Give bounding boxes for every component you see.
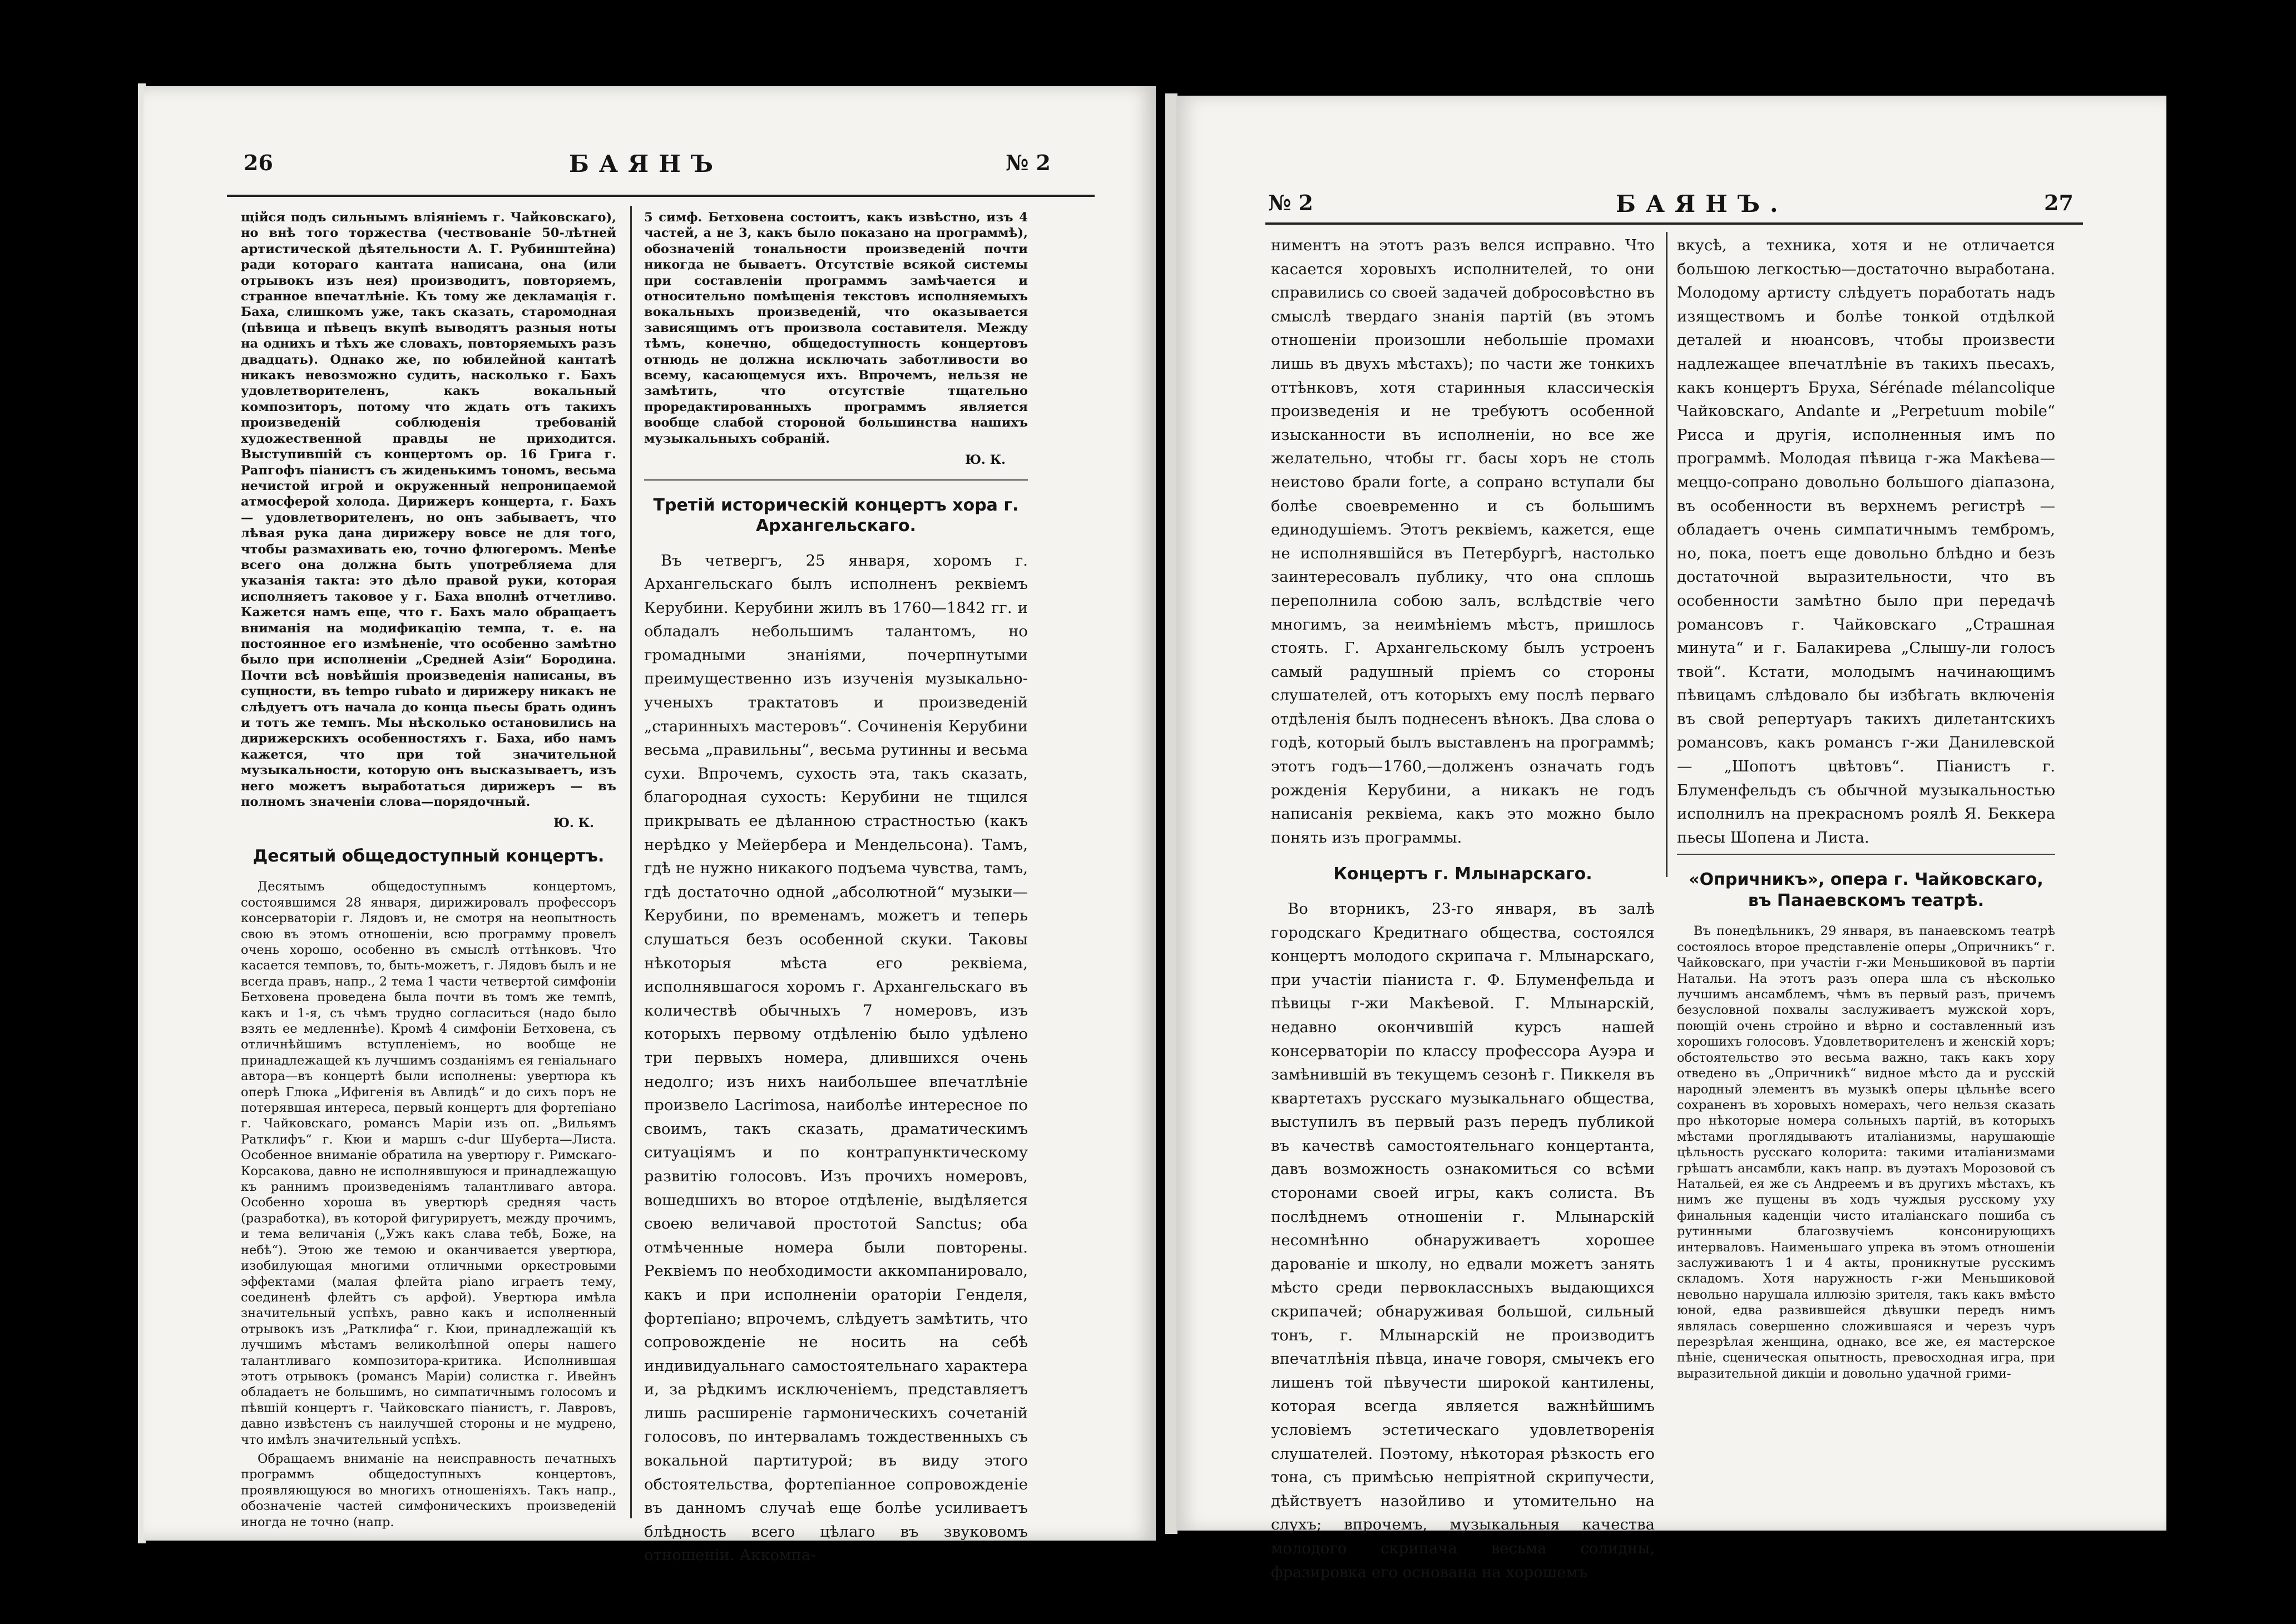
section-rule: [1677, 854, 2055, 855]
article-text: Въ четвергъ, 25 января, хоромъ г. Архангельскаго былъ исполненъ реквіемъ Керубини. Керубини жилъ въ 1760—1842 гг. и обладалъ небольшимъ талантомъ, но громадными знаніями, почерпнутыми преимущественно изъ изученія музыкально-ученыхъ трактатовъ и произведеній „старинныхъ мастеровъ“. Сочиненія Керубини весьма „правильны“, весьма рутинны и весьма сухи. Впрочемъ, сухость эта, такъ сказать, благородная сухость: Керубини не тщился прикрывать ее дѣланною страстностью (какъ нерѣдко у Мейербера и Мендельсона). Тамъ, гдѣ не нужно никакого подъема чувства, тамъ, гдѣ достаточно одной „абсолютной“ музыки—Керубини, по временамъ, можетъ и теперь слушаться безъ особенной скуки. Таковы нѣкоторыя мѣста его реквіема, исполнявшагося хоромъ г. Архангельскаго въ количествѣ обычныхъ 7 номеровъ, изъ которыхъ первому отдѣленію было удѣлено три первыхъ номера, длившихся очень недолго; изъ нихъ наибольшее впечатлѣніе произвело Lacrimosa, наиболѣе интересное по своимъ, такъ сказать, драматическимъ ситуаціямъ и по контрапунктическому развитію голосовъ. Изъ прочихъ номеровъ, вошедшихъ во второе отдѣленіе, выдѣляется своею величавой простотой Sanctus; оба отмѣченные номера были повторены. Реквіемъ по необходимости аккомпанировало, какъ и при исполненіи ораторіи Генделя, фортепіано; впрочемъ, слѣдуетъ замѣтить, что сопровожденіе не носить на себѣ индивидуальнаго самостоятельнаго характера и, за рѣдкимъ исключеніемъ, представляетъ лишь расширеніе гармоническихъ сочетаній голосовъ, по интерваламъ тождественныхъ съ вокальной партитурой; въ виду этого обстоятельства, фортепіанное сопровожденіе въ данномъ случаѣ еще болѣе усиливаетъ блѣдность всего цѣлаго въ звуковомъ отношеніи. Аккомпа-: [644, 551, 1028, 1564]
issue-number: № 2: [1268, 190, 1313, 215]
page-number: 27: [2044, 190, 2074, 215]
journal-title: БАЯНЪ: [569, 150, 723, 177]
right-page-edge: [1165, 93, 1177, 1534]
header-rule: [227, 195, 1095, 197]
author-signature: Ю. К.: [965, 453, 1006, 468]
section-rule: [644, 479, 1028, 481]
article-text: 5 симф. Бетховена состоитъ, какъ извѣстно, изъ 4 частей, а не 3, какъ было показано на программѣ), обозначеній тональности произведеній почти никогда не бываетъ. Отсутствіе всякой системы при составленіи программъ замѣчается и относительно помѣщенія текстовъ исполняемыхъ вокальныхъ произведеній, что оказывается зависящимъ отъ произвола составителя. Между тѣмъ, конечно, общедоступность концертовъ отнюдь не должна исключать заботливости во всему, касающемуся ихъ. Впрочемъ, нельзя не замѣтить, что отсутствіе тщательно проредактированныхъ программъ является вообще слабой стороной большинства нашихъ музыкальныхъ собраній.: [644, 210, 1028, 446]
article-heading: «Опричникъ», опера г. Чайковскаго, въ Панаевскомъ театрѣ.: [1689, 870, 2043, 910]
article-text: Въ понедѣльникъ, 29 января, въ панаевскомъ театрѣ состоялось второе представленіе оперы „Опричникъ“ г. Чайковскаго, при участіи г-жи Меньшиковой въ партіи Натальи. На этотъ разъ опера шла съ нѣсколько лучшимъ ансамблемъ, чѣмъ въ первый разъ, причемъ безусловной похвалы заслуживаетъ мужской хоръ, поющій очень стройно и вѣрно и составленный изъ хорошихъ голосовъ. Удовлетворителенъ и женскій хоръ; обстоятельство это весьма важно, такъ какъ хору отведено въ „Опричникѣ“ видное мѣсто да и русскій народный элементъ въ музыкѣ оперы цѣльнѣе всего сохраненъ въ хоровыхъ номерахъ, чего нельзя сказать про нѣкоторые номера сольныхъ партій, въ которыхъ мѣстами проглядываютъ италіанизмы, нарушающіе цѣльность русскаго колорита: такими италіанизмами грѣшатъ ансамбли, какъ напр. въ дуэтахъ Морозовой съ Натальей, ея же съ Андреемъ и въ другихъ мѣстахъ, къ нимъ же пущены въ ходъ чуждыя русскому уху финальныя каденціи чисто италіанскаго пошиба съ рутинными благозвучіемъ консонирующихъ интерваловъ. Наименьшаго упрека въ этомъ отношеніи заслуживаютъ 1 и 4 акты, проникнутые русскимъ складомъ. Хотя наружность г-жи Меньшиковой невольно нарушала иллюзію зрителя, такъ какъ вмѣсто юной, едва развившейся дѣвушки передъ нимъ являлась совершенно сложившаяся и черезъ чуръ перезрѣлая женщина, однако, все же, ея мастерское пѣніе, сценическая опытность, превосходная игра, при выразительной дикціи и довольно удачной грими-: [1677, 924, 2055, 1381]
journal-title: БАЯНЪ.: [1616, 190, 1788, 217]
article-text: Десятымъ общедоступнымъ концертомъ, состоявшимся 28 января, дирижировалъ профессоръ консерваторіи г. Лядовъ и, не смотря на неопытность свою въ этомъ отношеніи, всю программу провелъ очень хорошо, особенно въ смыслѣ оттѣнковъ. Что касается темповъ, то, быть-можетъ, г. Лядовъ былъ и не всегда правъ, напр., 2 тема 1 части четвертой симфоніи Бетховена проведена была почти въ томъ же темпѣ, какъ и 1-я, съ чѣмъ трудно согласиться (надо было взять ее медленнѣе). Кромѣ 4 симфоніи Бетховена, съ отличнѣйшимъ вступленіемъ, но вообще не принадлежащей къ лучшимъ созданіямъ ея геніальнаго автора—въ концертѣ были исполнены: увертюра къ оперѣ Глюка „Ифигенія въ Авлидѣ“ и до сихъ поръ не потерявшая интереса, первый концертъ для фортепіано г. Чайковскаго, романсъ Маріи изъ оп. „Вильямъ Ратклифъ“ г. Кюи и маршъ c-dur Шуберта—Листа. Особенное вниманіе обратила на увертюру г. Римскаго-Корсакова, давно не исполнявшуюся и принадлежащую къ раннимъ произведеніямъ талантливаго автора. Особенно хороша въ увертюрѣ средняя часть (разработка), въ которой фигурируетъ, между прочимъ, и тема величанія („Ужъ какъ слава тебѣ, Боже, на небѣ“). Этою же темою и оканчивается увертюра, изобилующая многими отличными оркестровыми эффектами (малая флейта piano играетъ тему, соединенѣ флейтъ съ арфой). Увертюра имѣла значительный успѣхъ, равно какъ и исполненный отрывокъ изъ „Ратклифа“ г. Кюи, принадлежащій къ лучшимъ мѣстамъ великолѣпной оперы нашего талантливаго композитора-критика. Исполнившая этотъ отрывокъ (романсъ Маріи) солистка г. Ивейнъ обладаетъ не большимъ, но симпатичнымъ голосомъ и пѣвшій концертъ г. Чайковскаго піанистъ, г. Лавровъ, давно извѣстенъ съ наилучшей стороны и не мудрено, что имѣлъ значительный успѣхъ.: [241, 879, 616, 1447]
column-divider: [1666, 232, 1667, 877]
left-page-header: [144, 150, 1156, 189]
left-page: [144, 86, 1156, 1564]
article-text: щійся подъ сильнымъ вліяніемъ г. Чайковскаго), но внѣ того торжества (чествованіе 50-лѣтней артистической дѣятельности А. Г. Рубинштейна) ради котораго кантата написана, она (или отрывокъ изъ нея) производитъ, повторяемъ, странное впечатлѣніе. Къ тому же декламація г. Баха, слишкомъ уже, такъ сказать, старомодная (пѣвица и пѣвецъ вкупѣ выводятъ разныя ноты на однихъ и тѣхъ же словахъ, повторяемыхъ разъ двадцать). Однако же, по юбилейной кантатѣ никакъ невозможно судить, насколько г. Бахъ удовлетворителенъ, какъ вокальный композиторъ, потому что ждать отъ такихъ произведеній соблюденія требованій художественной правды не приходится. Выступившій съ концертомъ ор. 16 Грига г. Рапгофъ піанистъ съ жиденькимъ тономъ, весьма нечистой игрой и окруженный непроницаемой атмосферой холода. Дирижеръ концерта, г. Бахъ — удовлетворителенъ, но онъ забываетъ, что лѣвая рука дана дирижеру вовсе не для того, чтобы размахивать ею, точно флюгеромъ. Менѣе всего она должна быть употребляема для указанія такта: это дѣло правой руки, которая исполняетъ таковое у г. Баха вполнѣ отчетливо. Кажется намъ еще, что г. Бахъ мало обращаетъ вниманія на модификацію темпа, т. е. на постоянное его измѣненіе, что особенно замѣтно было при исполненіи „Средней Азіи“ Бородина. Почти всѣ новѣйшія произведенія написаны, въ сущности, въ tempo rubato и дирижеру никакъ не слѣдуетъ отъ начала до конца пьесы брать одинъ и тотъ же темпъ. Мы нѣсколько остановились на дирижерскихъ особенностяхъ г. Баха, ибо намъ кажется, что при той значительной музыкальности, которую онъ высказываетъ, изъ него можетъ выработаться дирижеръ — въ полномъ значеніи слова—порядочный.: [241, 210, 616, 810]
left-column-1: [241, 210, 616, 1533]
right-page: [1176, 96, 2166, 1581]
article-text: Во вторникъ, 23-го января, въ залѣ городскаго Кредитнаго общества, состоялся концертъ молодого скрипача г. Млынарскаго, при участіи піаниста г. Ф. Блуменфельда и пѣвицы г-жи Макѣевой. Г. Млынарскій, недавно окончившій курсъ нашей консерваторіи по классу профессора Ауэра и замѣнившій въ текущемъ сезонѣ г. Пиккеля въ квартетахъ русскаго музыкальнаго общества, выступилъ въ первый разъ передъ публикой въ качествѣ самостоятельнаго концертанта, давъ возможность ознакомиться со всѣми сторонами своей игры, какъ солиста. Въ послѣднемъ отношеніи г. Млынарскій несомнѣнно обнаруживаетъ хорошее дарованіе и школу, но едвали можетъ занять мѣсто среди первоклассныхъ выдающихся скрипачей; обнаруживая большой, сильный тонъ, г. Млынарскій не производитъ впечатлѣнія пѣвца, иначе говоря, смычекъ его лишенъ той пѣвучести широкой кантилены, которая всегда является важнѣйшимъ условіемъ эстетическаго удовлетворенія слушателей. Поэтому, нѣкоторая рѣзкость его тона, съ примѣсью непріятной скрипучести, дѣйствуетъ назойливо и утомительно на слухъ; впрочемъ, музыкальныя качества молодого скрипача весьма солидны, фразировка его основана на хорошемъ: [1271, 899, 1655, 1581]
issue-number: № 2: [1006, 150, 1051, 175]
article-text: Обращаемъ вниманіе на неисправность печатныхъ программъ общедоступныхъ концертовъ, проявляющуюся во многихъ отношеніяхъ. Такъ напр., обозначеніе частей симфоническихъ произведеній иногда не точно (напр.: [241, 1451, 616, 1529]
left-column-2: [644, 210, 1028, 1564]
article-heading: Десятый общедоступный концертъ.: [253, 846, 605, 866]
column-divider: [630, 206, 632, 1518]
article-heading: Третій историческій концертъ хора г. Архангельскаго.: [653, 495, 1019, 536]
article-text: ниментъ на этотъ разъ велся исправно. Что касается хоровыхъ исполнителей, то они справились со своей задачей добросовѣстно въ смыслѣ твердаго знанія партій (въ этомъ отношеніи произошли небольшіе промахи лишь въ двухъ мѣстахъ); по части же тонкихъ оттѣнковъ, хотя старинныя классическія произведенія и не требуютъ особенной изысканности въ исполненіи, но все же желательно, чтобы гг. басы хоръ не столь неистово брали forte, а сопрано вступали бы болѣе своевременно и съ большимъ единодушіемъ. Этотъ реквіемъ, кажется, еще не исполнявшійся въ Петербургѣ, настолько заинтересовалъ публику, что она сплошь переполнила собою залъ, вслѣдствіе чего многимъ, за неимѣніемъ мѣстъ, пришлось стоять. Г. Архангельскому былъ устроенъ самый радушный пріемъ со стороны слушателей, отъ которыхъ ему послѣ перваго отдѣленія былъ поднесенъ вѣнокъ. Два слова о годѣ, который былъ выставленъ на программѣ; этотъ годъ—1760,—долженъ означать годъ рожденія Керубини, а никакъ не годъ написанія реквіема, какъ это можно было понять изъ программы.: [1271, 236, 1655, 846]
article-heading: Концертъ г. Млынарскаго.: [1333, 864, 1592, 884]
right-column-2: [1677, 234, 2055, 1529]
right-column-1: [1271, 234, 1655, 1581]
author-signature: Ю. К.: [553, 816, 594, 831]
article-text: вкусѣ, а техника, хотя и не отличается большою легкостью—достаточно выработана. Молодому артисту слѣдуетъ поработать надъ изяществомъ и болѣе тонкой отдѣлкой деталей и нюансовъ, чтобы произвести надлежащее впечатлѣніе въ такихъ пьесахъ, какъ концертъ Бруха, Sérénade mélancolique Чайковскаго, Andante и „Perpetuum mobile“ Рисса и другія, исполненныя имъ по программѣ. Молодая пѣвица г-жа Макѣева—меццо-сопрано довольно большого діапазона, въ особенности въ верхнемъ регистрѣ — обладаетъ очень симпатичнымъ тембромъ, но, пока, поетъ еще довольно блѣдно и безъ достаточной выразительности, что въ особенности замѣтно было при передачѣ романсовъ г. Чайковскаго „Страшная минута“ и г. Балакирева „Слышу-ли голосъ твой“. Кстати, молодымъ начинающимъ пѣвицамъ слѣдовало бы избѣгать включенія въ свой репертуаръ такихъ дилетантскихъ романсовъ, какъ романсъ г-жи Данилевской — „Шопотъ цвѣтовъ“. Піанистъ г. Блуменфельдъ съ обычной музыкальностью исполнилъ на прекрасномъ роялѣ Я. Беккера пьесы Шопена и Листа.: [1677, 236, 2055, 846]
page-number: 26: [244, 150, 273, 175]
header-rule: [1265, 222, 2083, 225]
